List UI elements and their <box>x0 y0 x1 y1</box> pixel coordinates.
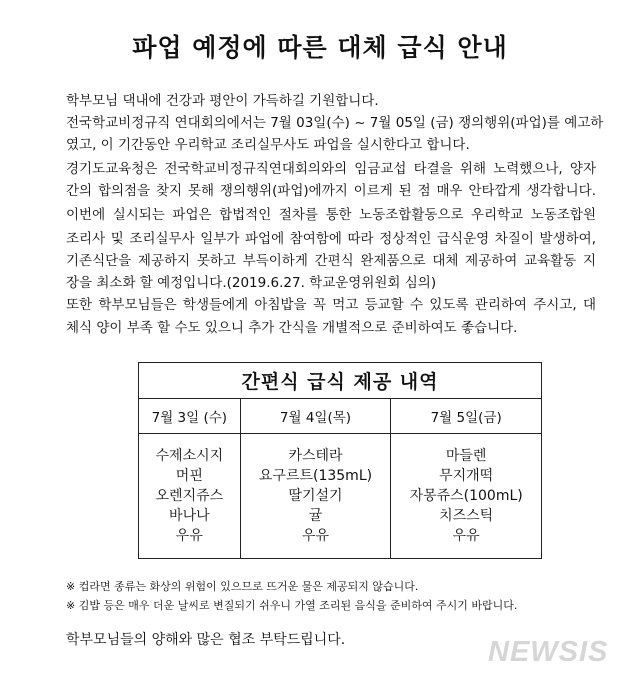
body-line: 경기도교육청은 전국학교비정규직연대회의와의 임금교섭 타결을 위해 노력했으나, 양자 <box>66 161 596 177</box>
day-menu <box>139 434 241 559</box>
day-menu <box>391 434 542 559</box>
menu-item: 마들렌 <box>445 448 487 464</box>
table-title: 간편식 급식 제공 내역 <box>139 363 542 399</box>
body-line: 장을 최소화 할 예정입니다.(2019.6.27. 학교운영위원회 심의) <box>66 275 437 291</box>
menu-item: 머핀 <box>175 468 203 484</box>
body-line: 체식 양이 부족 할 수도 있으니 추가 간식을 개별적으로 준비하여도 좋습니다. <box>66 320 518 336</box>
newsis-watermark: NEWSIS <box>488 636 609 668</box>
body-line: 또한 학부모님들은 학생들에게 아침밥을 꼭 먹고 등교할 수 있도록 관리하여 주시고, 대 <box>66 297 596 313</box>
menu-item: 우유 <box>301 528 330 544</box>
meal-table <box>138 362 542 559</box>
menu-item: 귤 <box>308 508 323 524</box>
body-line: 전국학교비정규직 연대회의에서는 7월 03일(수) ~ 7월 05일 (금) 쟁의행위(파업)를 예고하 <box>66 115 604 131</box>
menu-item: 수제소시지 <box>155 448 224 464</box>
menu-item: 오렌지쥬스 <box>155 488 224 504</box>
body-line: 간의 합의점을 찾지 못해 쟁의행위(파업)에까지 이르게 된 점 매우 안타깝게 생각합니다. <box>66 183 596 199</box>
menu-item: 우유 <box>452 528 480 544</box>
menu-item: 요구르트(135mL) <box>258 468 373 484</box>
menu-item: 무지개떡 <box>439 468 494 484</box>
closing-text: 학부모님들의 양해와 많은 협조 부탁드립니다. <box>66 632 346 648</box>
menu-item: 카스테라 <box>288 448 343 464</box>
body-line: 학부모님 댁내에 건강과 평안이 가득하길 기원합니다. <box>66 93 379 109</box>
day-header: 7월 4일(목) <box>240 399 391 434</box>
menu-item: 바나나 <box>169 508 210 524</box>
body-line: 이번에 실시되는 파업은 합법적인 절차를 통한 노동조합활동으로 우리학교 노동조합원 <box>66 207 596 223</box>
body-line: 조리사 및 조리실무사 일부가 파업에 참여함에 따라 정상적인 급식운영 차질이 발생하여, <box>66 231 596 247</box>
menu-item: 자몽쥬스(100mL) <box>409 488 523 504</box>
menu-item: 딸기설기 <box>288 488 343 504</box>
day-menu <box>240 434 391 559</box>
menu-item: 치즈스틱 <box>439 508 494 524</box>
day-header: 7월 5일(금) <box>391 399 542 434</box>
body-line: 였고, 이 기간동안 우리학교 조리실무사도 파업을 실시한다고 합니다. <box>66 137 470 153</box>
day-header: 7월 3일 (수) <box>139 399 241 434</box>
note: ※ 김밥 등은 매우 더운 날씨로 변질되기 쉬우니 가열 조리된 음식을 준비하여 주시기 바랍니다. <box>66 599 518 612</box>
document-title: 파업 예정에 따른 대체 급식 안내 <box>132 33 508 62</box>
body-line: 기존식단을 제공하지 못하고 부득이하게 간편식 완제품으로 대체 제공하여 교육활동 지 <box>66 253 596 269</box>
note: ※ 컵라면 종류는 화상의 위험이 있으므로 뜨거운 물은 제공되지 않습니다. <box>66 580 419 593</box>
menu-item: 우유 <box>175 528 203 544</box>
